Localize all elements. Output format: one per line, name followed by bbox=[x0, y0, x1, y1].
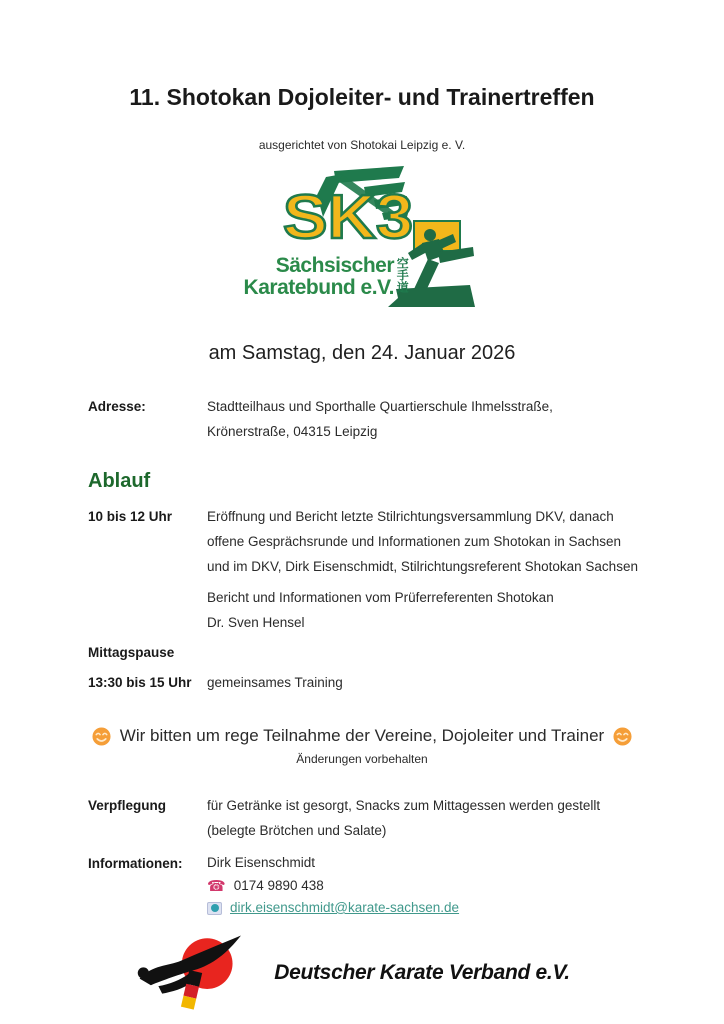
appeal-text: Wir bitten um rege Teilnahme der Vereine, Dojoleiter und Trainer bbox=[119, 726, 605, 745]
address-value bbox=[207, 394, 553, 444]
schedule-item bbox=[0, 670, 724, 695]
schedule-desc-line: Bericht und Informationen vom Prüferreferenten Shotokan bbox=[207, 590, 554, 605]
email-icon bbox=[207, 902, 222, 915]
skb-kanji-text: 空手道 bbox=[395, 257, 410, 293]
skb-logo bbox=[243, 165, 478, 317]
catering-line: für Getränke ist gesorgt, Snacks zum Mittagessen werden gestellt bbox=[207, 798, 601, 813]
smiley-icon bbox=[92, 727, 111, 746]
schedule-desc-line: gemeinsames Training bbox=[207, 675, 343, 690]
schedule-heading: Ablauf bbox=[88, 470, 151, 492]
schedule-desc bbox=[207, 504, 638, 579]
schedule-item bbox=[0, 585, 724, 635]
appeal-note: Änderungen vorbehalten bbox=[296, 752, 428, 766]
email-link[interactable]: dirk.eisenschmidt@karate-sachsen.de bbox=[230, 900, 460, 915]
appeal-line bbox=[0, 726, 724, 746]
event-date: am Samstag, den 24. Januar 2026 bbox=[208, 342, 516, 364]
page-title: 11. Shotokan Dojoleiter- und Trainertreffen bbox=[129, 84, 595, 110]
page-subtitle: ausgerichtet von Shotokai Leipzig e. V. bbox=[258, 138, 466, 152]
catering-label: Verpflegung bbox=[88, 798, 167, 813]
dkv-logo-text: Deutscher Karate Verband e.V. bbox=[274, 961, 570, 984]
skb-acronym: SK3 bbox=[282, 183, 414, 252]
schedule-time bbox=[88, 585, 207, 635]
schedule-desc bbox=[207, 670, 343, 695]
schedule-desc-line: und im DKV, Dirk Eisenschmidt, Stilrichtungsreferent Shotokan Sachsen bbox=[207, 559, 638, 574]
phone-number: 0174 9890 438 bbox=[233, 878, 324, 893]
catering-value bbox=[207, 793, 600, 843]
address-label: Adresse: bbox=[88, 399, 146, 414]
dkv-logo bbox=[0, 933, 724, 1013]
schedule-item bbox=[0, 504, 724, 579]
schedule-desc bbox=[207, 585, 554, 635]
address-row bbox=[0, 394, 724, 444]
contact-phone-line bbox=[207, 875, 459, 897]
contact-row bbox=[0, 851, 724, 919]
schedule-desc-line: offene Gesprächsrunde und Informationen zum Shotokan in Sachsen bbox=[207, 534, 622, 549]
smiley-icon bbox=[613, 727, 632, 746]
skb-name-line2: Karatebund e.V. bbox=[243, 276, 394, 299]
schedule-desc-line: Eröffnung und Bericht letzte Stilrichtungsversammlung DKV, danach bbox=[207, 509, 614, 524]
contact-value bbox=[207, 851, 459, 919]
contact-name: Dirk Eisenschmidt bbox=[207, 855, 316, 870]
schedule-time: Mittagspause bbox=[88, 645, 175, 660]
schedule-item bbox=[0, 640, 724, 665]
dkv-flag bbox=[181, 970, 202, 1010]
address-line: Stadtteilhaus und Sporthalle Quartierschule Ihmelsstraße, bbox=[207, 399, 553, 414]
skb-name-line1: Sächsischer bbox=[275, 254, 394, 277]
dkv-logo-graphic bbox=[134, 933, 256, 1013]
catering-row bbox=[0, 793, 724, 843]
contact-email-line bbox=[207, 897, 459, 919]
contact-label: Informationen: bbox=[88, 856, 183, 871]
address-line: Krönerstraße, 04315 Leipzig bbox=[207, 424, 378, 439]
schedule-time: 10 bis 12 Uhr bbox=[88, 509, 173, 524]
schedule-time: 13:30 bis 15 Uhr bbox=[88, 675, 192, 690]
catering-line: (belegte Brötchen und Salate) bbox=[207, 823, 387, 838]
schedule-desc-line: Dr. Sven Hensel bbox=[207, 615, 305, 630]
phone-icon: ☎ bbox=[207, 876, 226, 895]
